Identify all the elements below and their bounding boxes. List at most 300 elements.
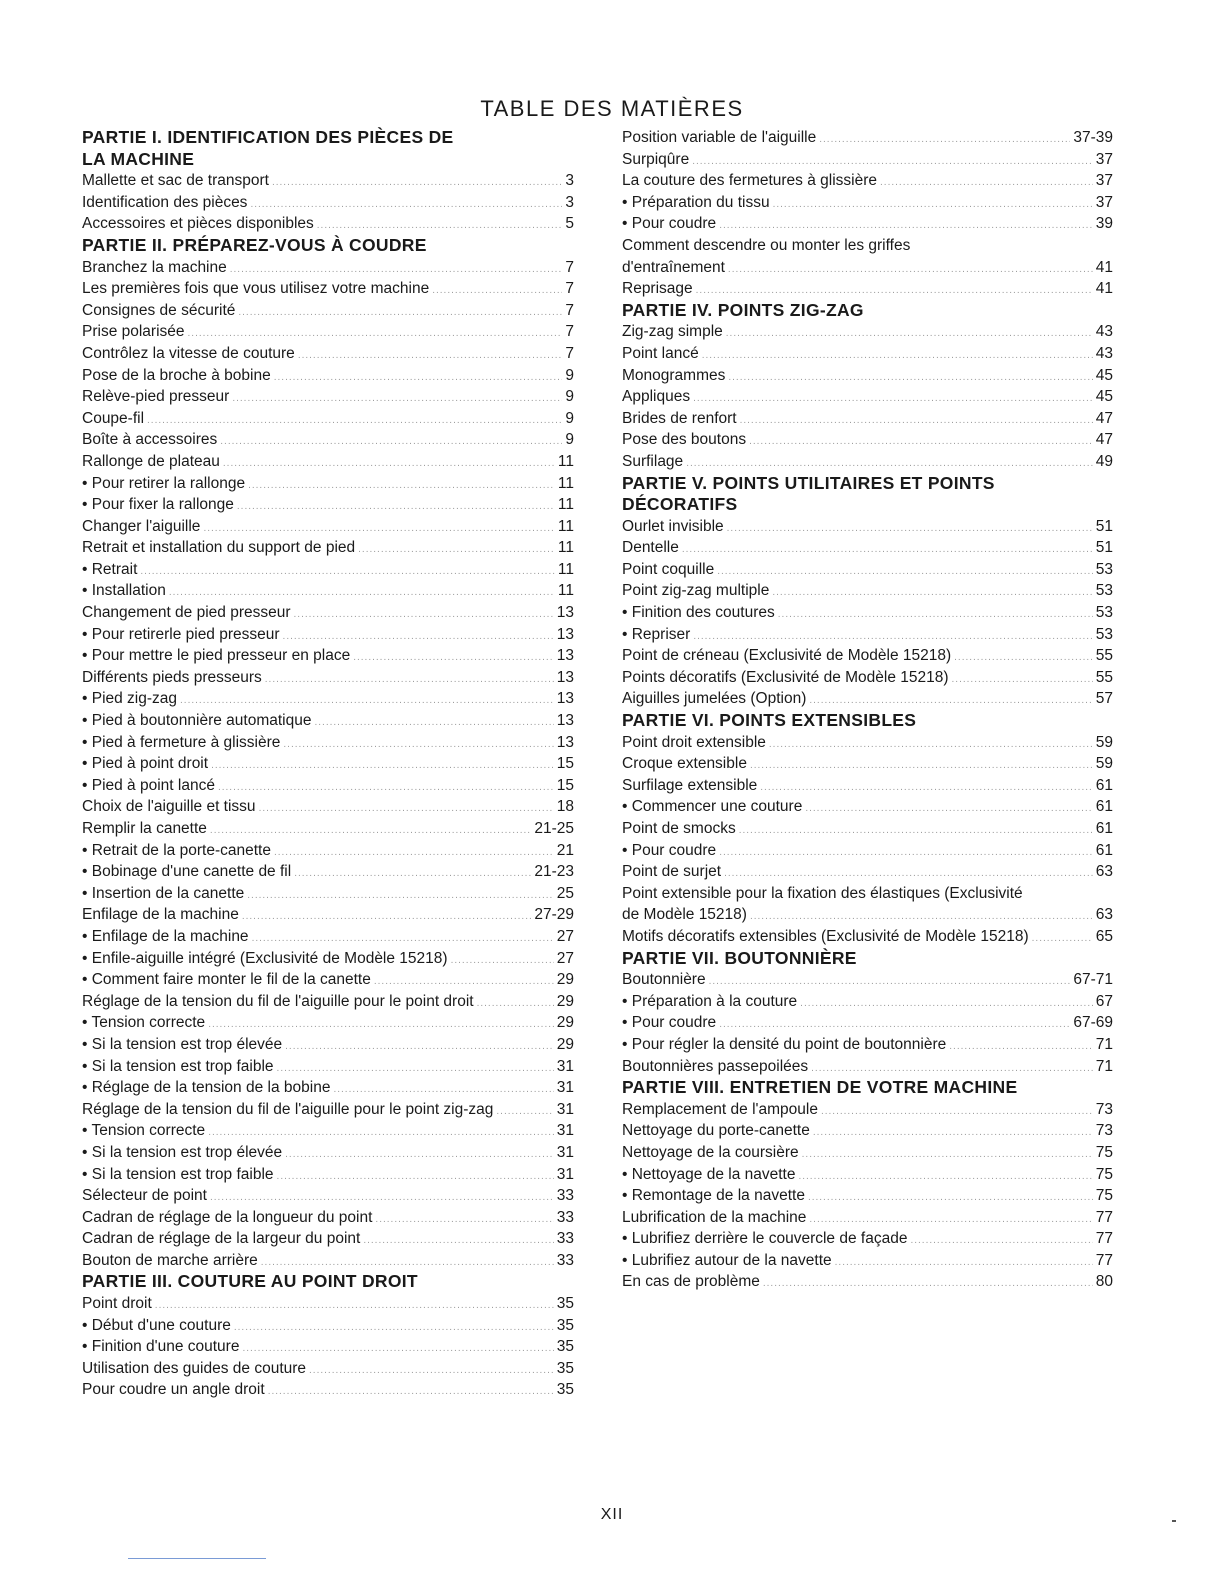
dot-leader — [778, 604, 1093, 626]
dot-leader — [750, 906, 1093, 928]
toc-entry-page: 11 — [557, 582, 574, 600]
toc-entry-page: 29 — [556, 971, 574, 989]
dot-leader — [739, 820, 1093, 842]
toc-entry — [622, 1164, 1113, 1186]
toc-entry — [82, 904, 574, 926]
toc-entry-title: • Retrait de la porte-canette — [82, 841, 271, 859]
toc-entry-title: Coupe-fil — [82, 409, 145, 427]
toc-entry-page: 3 — [565, 193, 574, 211]
dot-leader — [728, 259, 1093, 281]
toc-entry — [82, 688, 574, 710]
toc-entry — [622, 688, 1113, 710]
toc-entry — [622, 257, 1113, 279]
dot-leader — [250, 194, 562, 216]
toc-entry — [82, 365, 574, 387]
toc-entry — [82, 948, 574, 970]
toc-entry — [622, 904, 1113, 926]
dot-leader — [140, 561, 555, 583]
toc-entry-page: 33 — [556, 1208, 574, 1226]
toc-entry-title: • Pour retirerle pied presseur — [82, 625, 280, 643]
toc-entry — [622, 1034, 1113, 1056]
toc-entry-page: 13 — [556, 712, 574, 730]
toc-entry-title: Point coquille — [622, 560, 715, 578]
toc-entry-title: Nettoyage du porte-canette — [622, 1122, 810, 1140]
dot-leader — [358, 539, 555, 561]
toc-entry — [622, 192, 1113, 214]
toc-entry-page: 29 — [556, 992, 574, 1010]
toc-entry-title: • Pied à point lancé — [82, 776, 215, 794]
dot-leader — [749, 431, 1093, 453]
toc-entry-page: 3 — [565, 172, 574, 190]
toc-entry-page: 35 — [556, 1338, 574, 1356]
toc-entry-page: 61 — [1095, 820, 1113, 837]
toc-entry — [82, 840, 574, 862]
toc-entry — [82, 516, 574, 538]
toc-entry-page: 21-23 — [534, 863, 574, 881]
dot-leader — [813, 1122, 1093, 1144]
dot-leader — [232, 388, 562, 410]
toc-entry — [82, 257, 574, 279]
toc-entry-page: 9 — [565, 431, 574, 449]
dot-leader — [298, 345, 563, 367]
toc-entry-page: 13 — [556, 604, 574, 622]
dot-leader — [203, 518, 554, 540]
toc-entry-line: Comment descendre ou monter les griffes — [622, 236, 911, 254]
dot-leader — [800, 993, 1093, 1015]
toc-entry-title: • Pied à boutonnière automatique — [82, 712, 312, 730]
toc-entry-title: • Comment faire monter le fil de la canette — [82, 971, 371, 989]
toc-entry-title: Pose des boutons — [622, 431, 747, 449]
toc-entry-title: Ourlet invisible — [622, 517, 724, 535]
toc-entry-page: 67-69 — [1073, 1014, 1113, 1032]
toc-entry-page: 35 — [556, 1359, 574, 1377]
toc-entry-title: • Enfilage de la machine — [82, 927, 249, 945]
dot-leader — [259, 798, 554, 820]
toc-entry-page: 63 — [1095, 906, 1113, 924]
toc-entry — [622, 149, 1113, 171]
toc-entry — [82, 1358, 574, 1380]
toc-entry-title: Prise polarisée — [82, 323, 185, 341]
toc-entry — [82, 861, 574, 883]
toc-entry-page: 47 — [1095, 409, 1113, 427]
dot-leader — [363, 1230, 553, 1252]
dot-leader — [949, 1036, 1092, 1058]
dot-leader — [910, 1230, 1092, 1252]
toc-entry-page: 61 — [1095, 798, 1113, 816]
toc-entry-title: • Pied à point droit — [82, 755, 209, 773]
toc-entry-title: Points décoratifs (Exclusivité de Modèle 15218) — [622, 668, 949, 686]
toc-entry — [622, 861, 1113, 883]
toc-entry-title: • Pied à fermeture à glissière — [82, 733, 281, 751]
toc-entry-page: 7 — [565, 280, 574, 298]
toc-entry — [622, 796, 1113, 818]
toc-entry-page: 29 — [556, 1035, 574, 1053]
toc-entry-title: • Installation — [82, 582, 166, 600]
toc-entry-title: • Remontage de la navette — [622, 1187, 805, 1205]
toc-entry-page: 77 — [1095, 1208, 1113, 1226]
dot-leader — [353, 647, 554, 669]
toc-entry — [622, 321, 1113, 343]
toc-entry — [82, 321, 574, 343]
dot-leader — [809, 690, 1092, 712]
toc-entry-page: 9 — [565, 409, 574, 427]
dot-leader — [726, 323, 1093, 345]
toc-entry — [82, 818, 574, 840]
dot-leader — [740, 410, 1093, 432]
toc-entry — [622, 127, 1113, 149]
toc-entry-title: Point zig-zag multiple — [622, 582, 770, 600]
toc-entry — [82, 494, 574, 516]
toc-entry-title: Remplacement de l'ampoule — [622, 1100, 818, 1118]
dot-leader — [283, 734, 553, 756]
toc-entry — [82, 1293, 574, 1315]
toc-entry-page: 7 — [565, 258, 574, 276]
toc-entry — [82, 429, 574, 451]
toc-entry-title: • Préparation à la couture — [622, 992, 798, 1010]
toc-entry-title: • Bobinage d'une canette de fil — [82, 863, 292, 881]
toc-entry-title: de Modèle 15218) — [622, 906, 747, 924]
toc-entry-title: Reprisage — [622, 280, 693, 298]
dot-leader — [880, 172, 1093, 194]
dot-leader — [252, 928, 554, 950]
dot-leader — [727, 518, 1093, 540]
toc-entry-page: 31 — [556, 1165, 574, 1183]
section-heading: PARTIE VI. POINTS EXTENSIBLES — [622, 710, 917, 731]
toc-entry-page: 5 — [565, 215, 574, 233]
toc-entry-page: 7 — [565, 323, 574, 341]
toc-entry-title: Point de créneau (Exclusivité de Modèle 15218) — [622, 647, 952, 665]
toc-entry-page: 63 — [1095, 863, 1113, 881]
toc-entry — [82, 753, 574, 775]
toc-entry — [82, 602, 574, 624]
dot-leader — [798, 1166, 1092, 1188]
page-number: XII — [600, 1506, 624, 1523]
toc-entry-title: Position variable de l'aiguille — [622, 129, 817, 146]
toc-entry — [82, 710, 574, 732]
toc-entry — [82, 1315, 574, 1337]
toc-entry-title: Point droit — [82, 1295, 152, 1313]
toc-entry — [82, 645, 574, 667]
dot-leader — [238, 302, 562, 324]
toc-entry-title: Surfilage extensible — [622, 776, 758, 794]
toc-entry-page: 65 — [1095, 927, 1113, 945]
dot-leader — [809, 1209, 1092, 1231]
toc-entry-page: 73 — [1095, 1122, 1113, 1140]
toc-entry-page: 67-71 — [1073, 971, 1113, 989]
toc-entry-page: 9 — [565, 366, 574, 384]
toc-entry — [622, 1207, 1113, 1229]
toc-entry-page: 9 — [565, 388, 574, 406]
toc-entry-page: 45 — [1095, 388, 1113, 406]
dot-leader — [294, 604, 554, 626]
toc-entry — [622, 365, 1113, 387]
toc-entry-title: Pose de la broche à bobine — [82, 366, 271, 384]
toc-right-column — [622, 127, 1113, 1293]
toc-entry-title: • Finition d'une couture — [82, 1338, 240, 1356]
dot-leader — [451, 950, 554, 972]
toc-entry — [622, 840, 1113, 862]
toc-entry — [622, 991, 1113, 1013]
toc-entry-title: • Pour coudre — [622, 841, 717, 859]
toc-entry-title: Motifs décoratifs extensibles (Exclusivité de Modèle 15218) — [622, 927, 1029, 945]
toc-entry-page: 35 — [556, 1316, 574, 1334]
toc-entry — [82, 969, 574, 991]
dot-leader — [769, 734, 1093, 756]
dot-leader — [728, 367, 1092, 389]
dot-leader — [208, 1014, 554, 1036]
toc-entry — [622, 602, 1113, 624]
toc-entry-page: 49 — [1095, 452, 1113, 470]
toc-entry-title: Consignes de sécurité — [82, 301, 236, 319]
dot-leader — [277, 1058, 554, 1080]
dot-leader — [693, 626, 1092, 648]
toc-entry — [82, 580, 574, 602]
toc-entry-title: La couture des fermetures à glissière — [622, 172, 878, 190]
section-heading: PARTIE II. PRÉPAREZ-VOUS À COUDRE — [82, 234, 427, 255]
toc-entry-title: • Si la tension est trop faible — [82, 1165, 274, 1183]
toc-entry-page: 55 — [1095, 647, 1113, 665]
toc-entry-page: 13 — [556, 647, 574, 665]
toc-entry — [82, 1120, 574, 1142]
dot-leader — [750, 755, 1093, 777]
toc-entry — [622, 408, 1113, 430]
dot-leader — [1032, 928, 1093, 950]
toc-entry-title: • Tension correcte — [82, 1014, 206, 1032]
toc-entry-title: Brides de renfort — [622, 409, 737, 427]
toc-entry-title: • Pour retirer la rallonge — [82, 474, 246, 492]
toc-entry-title: Changement de pied presseur — [82, 604, 291, 622]
toc-entry-title: Bouton de marche arrière — [82, 1251, 258, 1269]
toc-entry — [622, 775, 1113, 797]
toc-entry — [82, 775, 574, 797]
toc-entry-title: Cadran de réglage de la longueur du point — [82, 1208, 373, 1226]
toc-entry-title: Lubrification de la machine — [622, 1208, 807, 1226]
toc-entry-page: 33 — [556, 1251, 574, 1269]
toc-entry — [82, 1250, 574, 1272]
toc-entry-page: 61 — [1095, 841, 1113, 859]
toc-entry — [82, 732, 574, 754]
dot-leader — [208, 1122, 554, 1144]
dot-leader — [702, 345, 1093, 367]
dot-leader — [210, 820, 531, 842]
toc-entry-title: Accessoires et pièces disponibles — [82, 215, 314, 233]
toc-entry-page: 51 — [1095, 517, 1113, 535]
toc-entry-page: 43 — [1095, 344, 1113, 362]
toc-entry — [82, 473, 574, 495]
toc-entry-title: • Enfile-aiguille intégré (Exclusivité de Modèle 15218) — [82, 949, 448, 967]
toc-entry-title: Remplir la canette — [82, 820, 207, 837]
toc-entry-title: Nettoyage de la coursière — [622, 1143, 799, 1161]
toc-entry — [82, 926, 574, 948]
dot-leader — [294, 863, 531, 885]
toc-entry-page: 11 — [557, 474, 574, 492]
toc-entry-page: 21 — [556, 841, 574, 859]
toc-entry-title: • Retrait — [82, 560, 138, 578]
dot-leader — [477, 993, 554, 1015]
toc-entry-title: Aiguilles jumelées (Option) — [622, 690, 807, 708]
toc-entry-title: • Lubrifiez autour de la navette — [622, 1251, 832, 1269]
toc-entry-title: • Pour fixer la rallonge — [82, 496, 234, 514]
dot-leader — [169, 582, 555, 604]
toc-entry-title: • Si la tension est trop élevée — [82, 1035, 283, 1053]
toc-entry-page: 13 — [556, 690, 574, 708]
toc-entry — [82, 667, 574, 689]
dot-leader — [333, 1079, 553, 1101]
section-heading: PARTIE I. IDENTIFICATION DES PIÈCES DE — [82, 127, 454, 147]
toc-entry — [622, 818, 1113, 840]
dot-leader — [432, 280, 562, 302]
toc-entry — [622, 1099, 1113, 1121]
toc-entry-page: 37 — [1095, 150, 1113, 168]
toc-left-column — [82, 127, 574, 1401]
toc-entry — [82, 170, 574, 192]
dot-leader — [242, 1338, 553, 1360]
toc-entry-page: 73 — [1095, 1100, 1113, 1118]
section-heading: LA MACHINE — [82, 148, 195, 169]
toc-entry-page: 11 — [557, 452, 574, 470]
toc-entry-page: 61 — [1095, 776, 1113, 794]
dot-leader — [147, 410, 562, 432]
dot-leader — [773, 194, 1093, 216]
toc-entry-title: Dentelle — [622, 539, 679, 557]
toc-entry-page: 77 — [1095, 1251, 1113, 1269]
toc-entry-page: 31 — [556, 1057, 574, 1075]
toc-entry-title: Enfilage de la machine — [82, 906, 239, 924]
toc-entry — [82, 451, 574, 473]
dot-leader — [188, 323, 563, 345]
toc-entry — [82, 192, 574, 214]
toc-entry — [622, 386, 1113, 408]
toc-entry-title: • Pour coudre — [622, 215, 717, 233]
toc-entry — [82, 1379, 574, 1401]
toc-entry — [622, 1142, 1113, 1164]
toc-entry-page: 37 — [1095, 172, 1113, 190]
dot-leader — [309, 1360, 554, 1382]
toc-entry-page: 11 — [557, 539, 574, 557]
toc-entry-page: 71 — [1095, 1035, 1113, 1053]
toc-entry — [622, 537, 1113, 559]
toc-entry-page: 33 — [556, 1187, 574, 1205]
dot-leader — [218, 777, 554, 799]
dot-leader — [317, 215, 563, 237]
toc-entry-page: 18 — [556, 798, 574, 816]
toc-entry-page: 39 — [1095, 215, 1113, 233]
toc-entry-title: Différents pieds presseurs — [82, 668, 262, 686]
section-heading: PARTIE III. COUTURE AU POINT DROIT — [82, 1271, 418, 1292]
toc-entry-page: 13 — [556, 668, 574, 686]
toc-entry-page: 43 — [1095, 323, 1113, 341]
toc-entry-title: d'entraînement — [622, 258, 725, 276]
dot-leader — [496, 1101, 553, 1123]
toc-entry-page: 13 — [556, 733, 574, 751]
dot-leader — [265, 669, 554, 691]
toc-entry-page: 59 — [1095, 733, 1113, 751]
dot-leader — [835, 1252, 1093, 1274]
toc-entry-page: 27 — [556, 927, 574, 945]
dot-leader — [682, 539, 1093, 561]
toc-entry-title: • Commencer une couture — [622, 798, 803, 816]
toc-entry-title: Contrôlez la vitesse de couture — [82, 344, 295, 362]
toc-entry — [622, 278, 1113, 300]
toc-entry-title: Retrait et installation du support de pied — [82, 539, 356, 557]
toc-entry-page: 53 — [1095, 604, 1113, 622]
dot-leader — [234, 1317, 554, 1339]
dot-leader — [719, 1014, 1070, 1036]
toc-entry-title: Point droit extensible — [622, 733, 766, 751]
toc-entry — [622, 969, 1113, 991]
toc-entry-title: Zig-zag simple — [622, 323, 723, 341]
toc-entry — [82, 883, 574, 905]
toc-entry-page: 37 — [1095, 193, 1113, 211]
dot-leader — [283, 626, 554, 648]
toc-entry — [622, 429, 1113, 451]
page-title: TABLE DES MATIÈRES — [480, 96, 744, 121]
toc-entry-title: Identification des pièces — [82, 193, 248, 211]
toc-entry-title: • Préparation du tissu — [622, 193, 770, 211]
dot-leader — [272, 172, 562, 194]
toc-entry — [82, 386, 574, 408]
toc-entry — [82, 1336, 574, 1358]
toc-entry — [82, 1099, 574, 1121]
dot-leader — [760, 777, 1092, 799]
toc-entry-title: • Finition des coutures — [622, 604, 775, 622]
toc-entry — [622, 1120, 1113, 1142]
toc-entry — [82, 1207, 574, 1229]
toc-entry-page: 31 — [556, 1122, 574, 1140]
toc-entry — [82, 278, 574, 300]
toc-entry-page: 47 — [1095, 431, 1113, 449]
toc-entry-page: 57 — [1095, 690, 1113, 708]
section-heading: PARTIE V. POINTS UTILITAIRES ET POINTS — [622, 472, 995, 493]
toc-entry-page: 41 — [1095, 280, 1113, 298]
margin-mark — [1172, 1520, 1176, 1522]
toc-entry — [622, 451, 1113, 473]
toc-entry-title: Réglage de la tension du fil de l'aiguille pour le point zig-zag — [82, 1100, 494, 1118]
dot-leader — [805, 798, 1092, 820]
toc-entry-title: Boîte à accessoires — [82, 431, 218, 449]
toc-entry — [622, 667, 1113, 689]
dot-leader — [230, 259, 563, 281]
toc-entry — [622, 926, 1113, 948]
toc-entry-title: Boutonnière — [622, 971, 706, 989]
toc-entry-title: • Repriser — [622, 625, 691, 643]
toc-entry — [82, 1034, 574, 1056]
toc-entry — [82, 1056, 574, 1078]
toc-entry-title: Relève-pied presseur — [82, 388, 230, 406]
dot-leader — [210, 1187, 554, 1209]
dot-leader — [686, 453, 1093, 475]
toc-entry — [82, 624, 574, 646]
dot-leader — [821, 1101, 1093, 1123]
toc-entry-title: Point de smocks — [622, 820, 736, 837]
toc-entry-page: 7 — [565, 301, 574, 319]
toc-entry — [82, 1077, 574, 1099]
toc-entry-page: 51 — [1095, 539, 1113, 557]
toc-entry-page: 29 — [556, 1014, 574, 1032]
dot-leader — [285, 1036, 554, 1058]
toc-entry-page: 35 — [556, 1295, 574, 1313]
toc-entry-title: • Pour mettre le pied presseur en place — [82, 647, 351, 665]
toc-entry-page: 31 — [556, 1143, 574, 1161]
toc-entry — [82, 1142, 574, 1164]
toc-entry-page: 75 — [1095, 1143, 1113, 1161]
dot-leader — [155, 1295, 554, 1317]
dot-leader — [696, 280, 1093, 302]
dot-leader — [285, 1144, 554, 1166]
toc-entry-title: Pour coudre un angle droit — [82, 1381, 265, 1399]
toc-entry-title: • Pour régler la densité du point de boutonnière — [622, 1035, 947, 1053]
toc-entry — [82, 1164, 574, 1186]
